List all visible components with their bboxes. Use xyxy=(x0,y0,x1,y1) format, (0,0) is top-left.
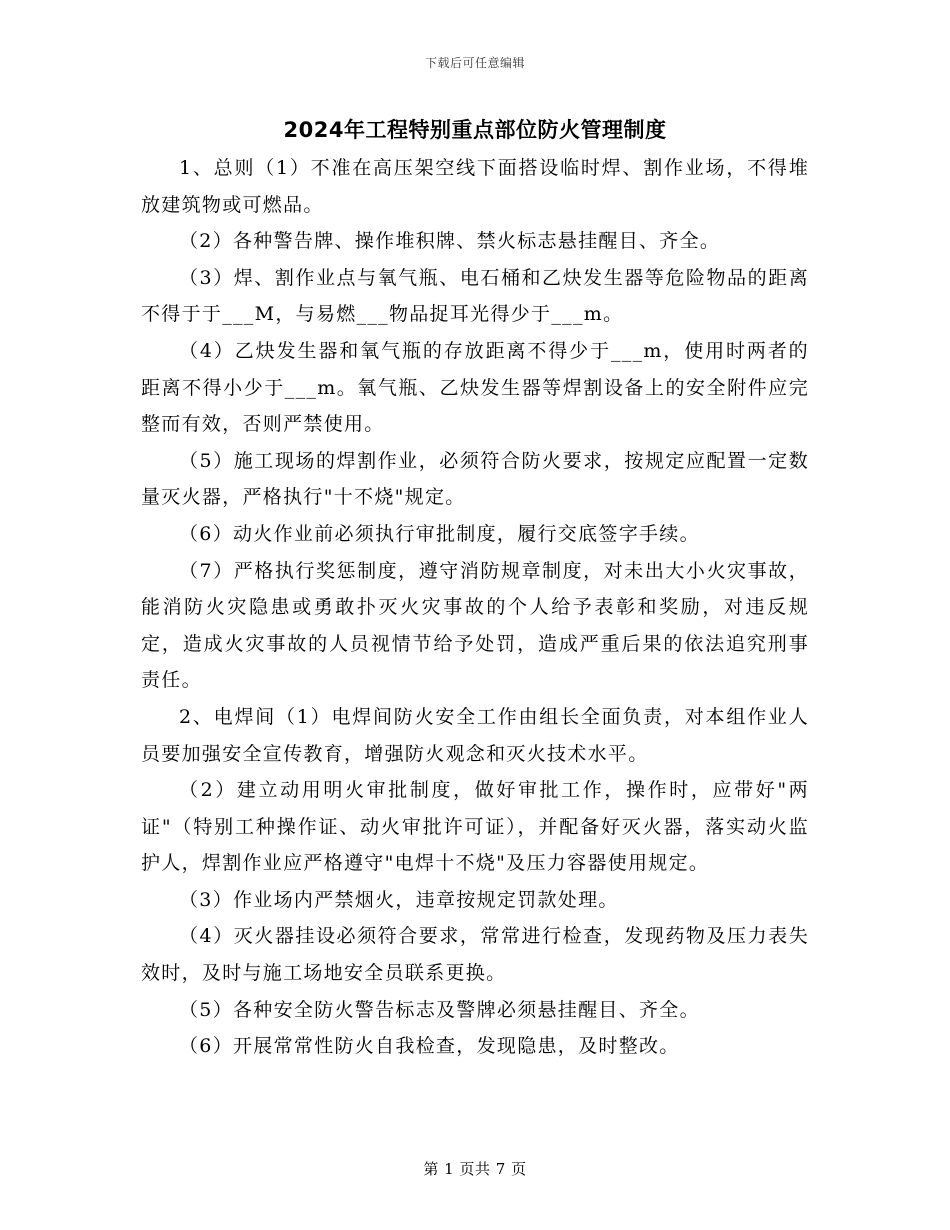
paragraph: （7）严格执行奖惩制度，遵守消防规章制度，对未出大小火灾事故，能消防火灾隐患或勇敢扑灭火灾事故的个人给予表彰和奖励，对违反规定，造成火灾事故的人员视情节给予处罚，造成严重后果的依法追究刑事责任。 xyxy=(141,559,809,692)
paragraph: （6）开展常常性防火自我检查，发现隐患，及时整改。 xyxy=(179,1035,680,1058)
paragraph: （5）各种安全防火警告标志及警牌必须悬挂醒目、齐全。 xyxy=(179,998,700,1021)
page-header: 下载后可任意编辑 xyxy=(424,56,525,70)
paragraph: （3）焊、割作业点与氧气瓶、电石桶和乙炔发生器等危险物品的距离不得于于___M，与易燃___物品捉耳光得少于___m。 xyxy=(141,266,809,326)
paragraph: （2）各种警告牌、操作堆积牌、禁火标志悬挂醒目、齐全。 xyxy=(179,230,721,253)
paragraph: （3）作业场内严禁烟火，违章按规定罚款处理。 xyxy=(179,888,619,911)
paragraph-general: 1、总则（1）不准在高压架空线下面搭设临时焊、割作业场，不得堆放建筑物或可燃品。 xyxy=(141,157,809,216)
page-number-footer: 第 1 页共 7 页 xyxy=(423,1160,527,1178)
document-title: 2024年工程特别重点部位防火管理制度 xyxy=(283,118,667,142)
document-body xyxy=(141,150,809,1065)
paragraph-welding-room: 2、电焊间（1）电焊间防火安全工作由组长全面负责，对本组作业人员要加强安全宣传教育，增强防火观念和灭火技术水平。 xyxy=(141,705,809,765)
paragraph: （5）施工现场的焊割作业，必须符合防火要求，按规定应配置一定数量灭火器，严格执行"十不烧"规定。 xyxy=(141,449,809,509)
paragraph: （4）灭火器挂设必须符合要求，常常进行检查，发现药物及压力表失效时，及时与施工场地安全员联系更换。 xyxy=(141,925,809,985)
paragraph: （2）建立动用明火审批制度，做好审批工作，操作时，应带好"两证"（特别工种操作证、动火审批许可证），并配备好灭火器，落实动火监护人，焊割作业应严格遵守"电焊十不烧"及压力容器使用规定。 xyxy=(141,779,809,875)
paragraph: （4）乙炔发生器和氧气瓶的存放距离不得少于___m，使用时两者的距离不得小少于___m。氧气瓶、乙炔发生器等焊割设备上的安全附件应完整而有效，否则严禁使用。 xyxy=(141,339,809,436)
paragraph: （6）动火作业前必须执行审批制度，履行交底签字手续。 xyxy=(179,522,700,545)
